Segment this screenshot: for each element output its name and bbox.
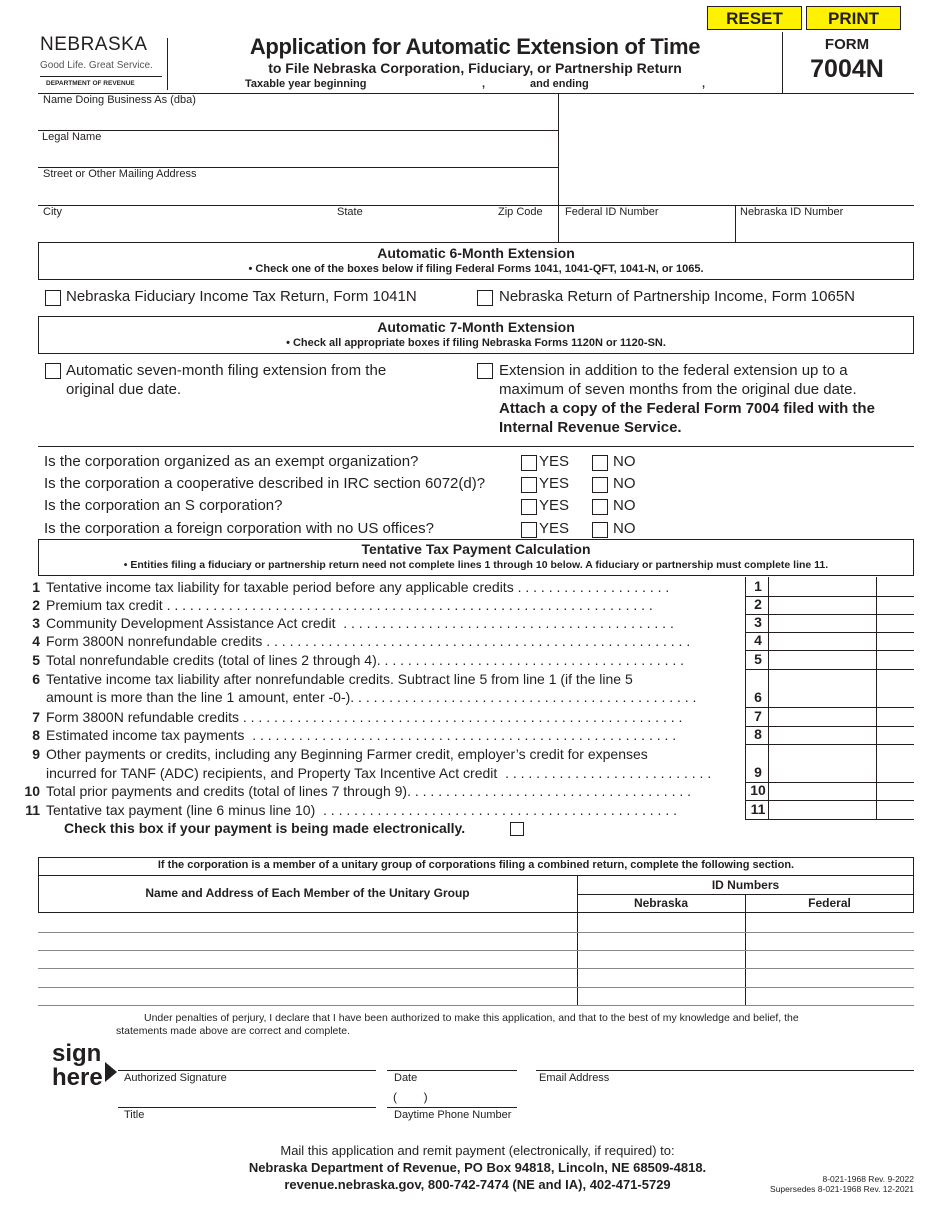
- nebraska-id-field[interactable]: Nebraska ID Number: [740, 206, 844, 218]
- unitary-instruction: If the corporation is a member of a unitary group of corporations filing a combined return, complete the following section.: [157, 859, 795, 871]
- calculation-note: • Entities filing a fiduciary or partnership return need not complete lines 1 through 10 below. A fiduciary or partnership must complete line 11.: [123, 559, 829, 571]
- line-3-box-number: 3: [754, 614, 762, 630]
- form-label: FORM: [824, 36, 870, 53]
- form-title: Application for Automatic Extension of Time: [249, 34, 701, 59]
- print-button[interactable]: PRINT: [806, 6, 901, 30]
- question-exempt: Is the corporation organized as an exempt organization?: [44, 453, 419, 470]
- seven-month-title: Automatic 7-Month Extension: [377, 319, 575, 335]
- line-10-amount[interactable]: [769, 782, 913, 800]
- six-month-note: • Check one of the boxes below if filing Federal Forms 1041, 1041-QFT, 1041-N, or 1065.: [248, 263, 704, 275]
- foreign-no-checkbox[interactable]: [592, 522, 608, 538]
- authorized-signature-label: Authorized Signature: [124, 1072, 227, 1084]
- no-label: NO: [613, 497, 636, 514]
- logo-dept: DEPARTMENT OF REVENUE: [46, 80, 135, 87]
- unitary-name-column: Name and Address of Each Member of the Unitary Group: [145, 886, 470, 900]
- question-foreign: Is the corporation a foreign corporation with no US offices?: [44, 520, 434, 537]
- taxyear-comma: ,: [482, 78, 486, 90]
- yes-label: YES: [539, 475, 570, 492]
- form-subtitle: to File Nebraska Corporation, Fiduciary, or Partnership Return: [268, 60, 682, 76]
- form-1041n-checkbox[interactable]: [45, 290, 61, 306]
- sign-arrow-icon: [105, 1062, 117, 1082]
- taxyear-label: Taxable year beginning: [245, 78, 367, 90]
- line-9-amount[interactable]: [769, 764, 913, 782]
- s-corp-no-checkbox[interactable]: [592, 499, 608, 515]
- line-1-box-number: 1: [754, 578, 762, 594]
- line-6-box-number: 6: [754, 689, 762, 705]
- date-label: Date: [394, 1072, 418, 1084]
- question-s-corporation: Is the corporation an S corporation?: [44, 497, 283, 514]
- street-address-field[interactable]: Street or Other Mailing Address: [43, 168, 197, 180]
- mail-instructions: Mail this application and remit payment (electronically, if required) to:: [280, 1143, 675, 1158]
- calculation-header: [38, 539, 914, 576]
- line-8-box-number: 8: [754, 726, 762, 742]
- sign-here-label: sign here: [52, 1040, 103, 1091]
- seven-month-header: [38, 316, 914, 354]
- reset-button[interactable]: RESET: [707, 6, 802, 30]
- line-11-amount[interactable]: [769, 801, 913, 819]
- line-9-box-number: 9: [754, 764, 762, 780]
- form-1065n-checkbox[interactable]: [477, 290, 493, 306]
- federal-id-field[interactable]: Federal ID Number: [565, 206, 659, 218]
- line-11-box-number: 11: [750, 801, 766, 817]
- email-label: Email Address: [539, 1072, 610, 1084]
- no-label: NO: [613, 475, 636, 492]
- form-1041n-label: Nebraska Fiduciary Income Tax Return, Form 1041N: [66, 288, 417, 305]
- federal-extension-label: Extension in addition to the federal extension up to a maximum of seven months from the original due date. Attach a copy of the Federal Form 7004 filed with the Internal Revenue Service.: [499, 362, 875, 436]
- mail-address: Nebraska Department of Revenue, PO Box 94818, Lincoln, NE 68509-4818.: [248, 1160, 707, 1175]
- line-7-amount[interactable]: [769, 708, 913, 726]
- form-1065n-label: Nebraska Return of Partnership Income, Form 1065N: [499, 288, 855, 305]
- seven-month-label: Automatic seven-month filing extension from the original due date.: [66, 362, 387, 398]
- and-ending-comma: ,: [702, 78, 706, 90]
- form-number: 7004N: [810, 55, 884, 83]
- cooperative-yes-checkbox[interactable]: [521, 477, 537, 493]
- cooperative-no-checkbox[interactable]: [592, 477, 608, 493]
- electronic-payment-checkbox[interactable]: [510, 822, 524, 836]
- line-5-box-number: 5: [754, 651, 762, 667]
- title-label: Title: [124, 1109, 145, 1121]
- exempt-yes-checkbox[interactable]: [521, 455, 537, 471]
- line-8-amount[interactable]: [769, 726, 913, 744]
- supersedes-number: Supersedes 8-021-1968 Rev. 12-2021: [770, 1184, 914, 1194]
- line-10-box-number: 10: [750, 782, 766, 798]
- email-field[interactable]: [536, 1054, 914, 1070]
- question-cooperative: Is the corporation a cooperative described in IRC section 6072(d)?: [44, 475, 486, 492]
- logo-tagline: Good Life. Great Service.: [40, 60, 153, 71]
- contact-info: revenue.nebraska.gov, 800-742-7474 (NE and IA), 402-471-5729: [284, 1177, 671, 1192]
- federal-extension-checkbox[interactable]: [477, 363, 493, 379]
- no-label: NO: [613, 520, 636, 537]
- legal-name-field[interactable]: Legal Name: [42, 131, 102, 143]
- state-field[interactable]: State: [337, 206, 363, 218]
- phone-label: Daytime Phone Number: [394, 1109, 512, 1121]
- calculation-title: Tentative Tax Payment Calculation: [361, 541, 591, 557]
- line-4-box-number: 4: [754, 632, 762, 648]
- federal-id-column: Federal: [808, 896, 851, 910]
- line-7-box-number: 7: [754, 708, 762, 724]
- line-1-amount[interactable]: [769, 578, 913, 596]
- electronic-payment-label: Check this box if your payment is being made electronically.: [64, 820, 466, 836]
- line-2-box-number: 2: [754, 596, 762, 612]
- line-6-amount[interactable]: [769, 689, 913, 707]
- yes-label: YES: [539, 497, 570, 514]
- seven-month-note: • Check all appropriate boxes if filing Nebraska Forms 1120N or 1120-SN.: [286, 337, 666, 349]
- yes-label: YES: [539, 520, 570, 537]
- title-field[interactable]: [118, 1091, 376, 1107]
- line-5-amount[interactable]: [769, 651, 913, 669]
- no-label: NO: [613, 453, 636, 470]
- perjury-statement: Under penalties of perjury, I declare that I have been authorized to make this application, and that to the best of my knowledge and belief, the statements made above are correct and complete.: [116, 1012, 799, 1037]
- six-month-header: [38, 242, 914, 280]
- logo-name: NEBRASKA: [40, 34, 148, 55]
- yes-label: YES: [539, 453, 570, 470]
- line-9: 9 Other payments or credits, including any Beginning Farmer credit, employer’s credit for expenses incurred for TANF (ADC) recipients, and Property Tax Incentive Act credit . . . . . . . . . . . . . . . . . . . . . . . . . . .: [32, 746, 712, 781]
- id-numbers-header: ID Numbers: [711, 878, 780, 892]
- seven-month-checkbox[interactable]: [45, 363, 61, 379]
- phone-area-code: ( ): [393, 1090, 428, 1104]
- line-2-amount[interactable]: [769, 596, 913, 614]
- nebraska-id-column: Nebraska: [633, 896, 689, 910]
- line-6: 6 Tentative income tax liability after nonrefundable credits. Subtract line 5 from line 1 (if the line 5 amount is more than the line 1 amount, enter -0-). . . . . . . . . . . . . . . . . . . . . . . . . . . . . . . . . . . . . . . . . . . . .: [32, 671, 697, 705]
- phone-field[interactable]: [387, 1091, 517, 1107]
- exempt-no-checkbox[interactable]: [592, 455, 608, 471]
- dba-field[interactable]: Name Doing Business As (dba): [43, 94, 196, 106]
- revision-number: 8-021-1968 Rev. 9-2022: [822, 1174, 914, 1184]
- line-4-amount[interactable]: [769, 632, 913, 650]
- zip-field[interactable]: Zip Code: [498, 206, 543, 218]
- date-field[interactable]: [387, 1054, 517, 1070]
- foreign-yes-checkbox[interactable]: [521, 522, 537, 538]
- line-3-amount[interactable]: [769, 614, 913, 632]
- unitary-group-table: [38, 857, 914, 1006]
- authorized-signature-field[interactable]: [118, 1054, 376, 1070]
- and-ending-label: and ending: [530, 78, 589, 90]
- city-field[interactable]: City: [43, 206, 62, 218]
- s-corp-yes-checkbox[interactable]: [521, 499, 537, 515]
- six-month-title: Automatic 6-Month Extension: [377, 245, 575, 261]
